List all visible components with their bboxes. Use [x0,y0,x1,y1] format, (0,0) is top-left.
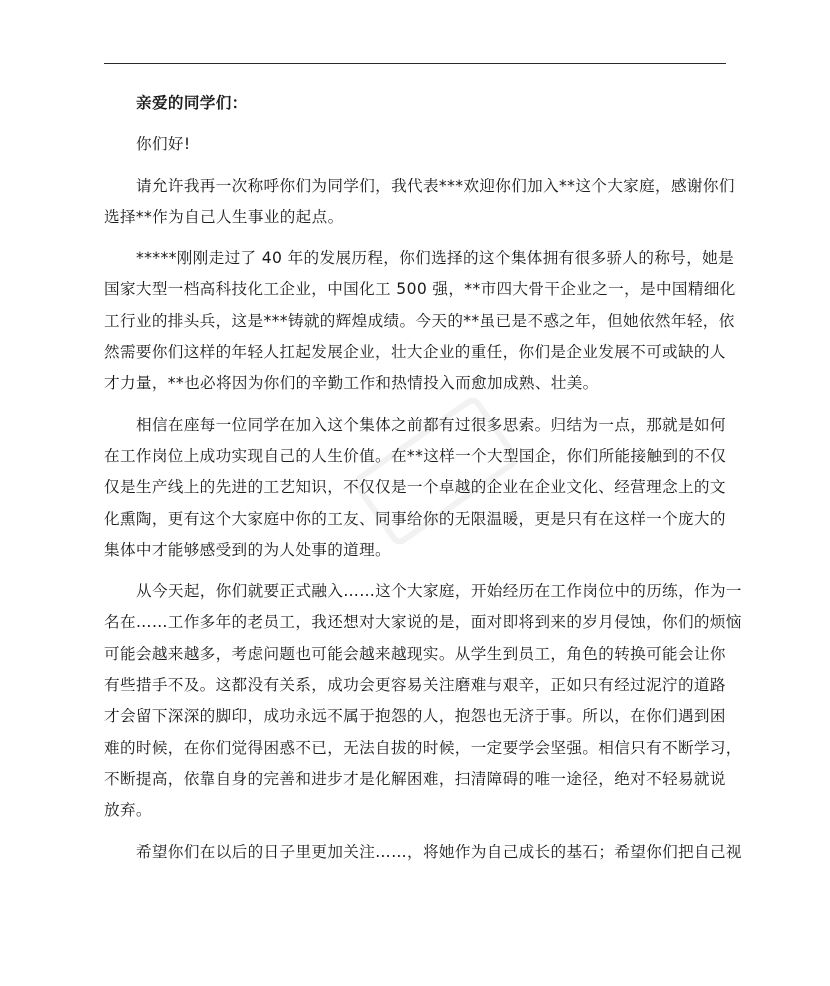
paragraph-5 [104,837,742,868]
salutation: 亲爱的同学们： [136,94,248,112]
paragraph-line: 有些措手不及。这都没有关系，成功会更容易关注磨难与艰辛，正如只有经过泥泞的道路 [104,676,726,695]
paragraph-line: 不断提高，依靠自身的完善和进步才是化解困难，扫清障碍的唯一途径，绝对不轻易就说 [104,769,726,788]
paragraph-line: 放弃。 [104,801,152,820]
paragraph-3 [104,410,726,566]
header-rule [104,63,726,64]
paragraph-line: 可能会越来越多，考虑问题也可能会越来越现实。从学生到员工，角色的转换可能会让你 [104,644,726,663]
paragraph-line: 才力量，**也必将因为你们的辛勤工作和热情投入而愈加成熟、壮美。 [104,374,599,393]
paragraph-line: 仅是生产线上的先进的工艺知识，不仅仅是一个卓越的企业在企业文化、经营理念上的文 [104,478,726,497]
paragraph-line: 然需要你们这样的年轻人扛起发展企业，壮大企业的重任，你们是企业发展不可或缺的人 [104,343,726,362]
greeting: 你们好! [136,135,191,154]
paragraph-line: 请允许我再一次称呼你们为同学们，我代表***欢迎你们加入**这个大家庭，感谢你们 [136,176,735,195]
paragraph-line: 化熏陶，更有这个大家庭中你的工友、同事给你的无限温暖，更是只有在这样一个庞大的 [104,509,726,528]
paragraph-line: 选择**作为自己人生事业的起点。 [104,207,344,226]
letter-body [104,88,742,868]
paragraph-4 [104,576,742,826]
paragraph-line: 难的时候，在你们觉得困惑不已，无法自拔的时候，一定要学会坚强。相信只有不断学习， [104,738,742,757]
paragraph-line: 集体中才能够感受到的为人处事的道理。 [104,540,391,559]
paragraph-line: 相信在座每一位同学在加入这个集体之前都有过很多思索。归结为一点，那就是如何 [136,415,726,434]
paragraph-line: 在工作岗位上成功实现自己的人生价值。在**这样一个大型国企，你们所能接触到的不仅 [104,446,727,465]
paragraph-1 [104,171,735,234]
paragraph-line: 才会留下深深的脚印，成功永远不属于抱怨的人，抱怨也无济于事。所以，在你们遇到困 [104,707,726,726]
paragraph-2 [104,243,736,399]
paragraph-line: 从今天起，你们就要正式融入……这个大家庭，开始经历在工作岗位中的历练，作为一 [136,582,742,601]
paragraph-line: *****刚刚走过了 40 年的发展历程，你们选择的这个集体拥有很多骄人的称号，她是 [136,249,735,268]
paragraph-line: 希望你们在以后的日子里更加关注……，将她作为自己成长的基石；希望你们把自己视 [136,842,742,861]
paragraph-line: 名在……工作多年的老员工，我还想对大家说的是，面对即将到来的岁月侵蚀，你们的烦恼 [104,613,742,632]
paragraph-line: 国家大型一档高科技化工企业，中国化工 500 强，**市四大骨干企业之一，是中国精细化 [104,280,736,299]
paragraph-line: 工行业的排头兵，这是***铸就的辉煌成绩。今天的**虽已是不惑之年，但她依然年轻，依 [104,311,735,330]
